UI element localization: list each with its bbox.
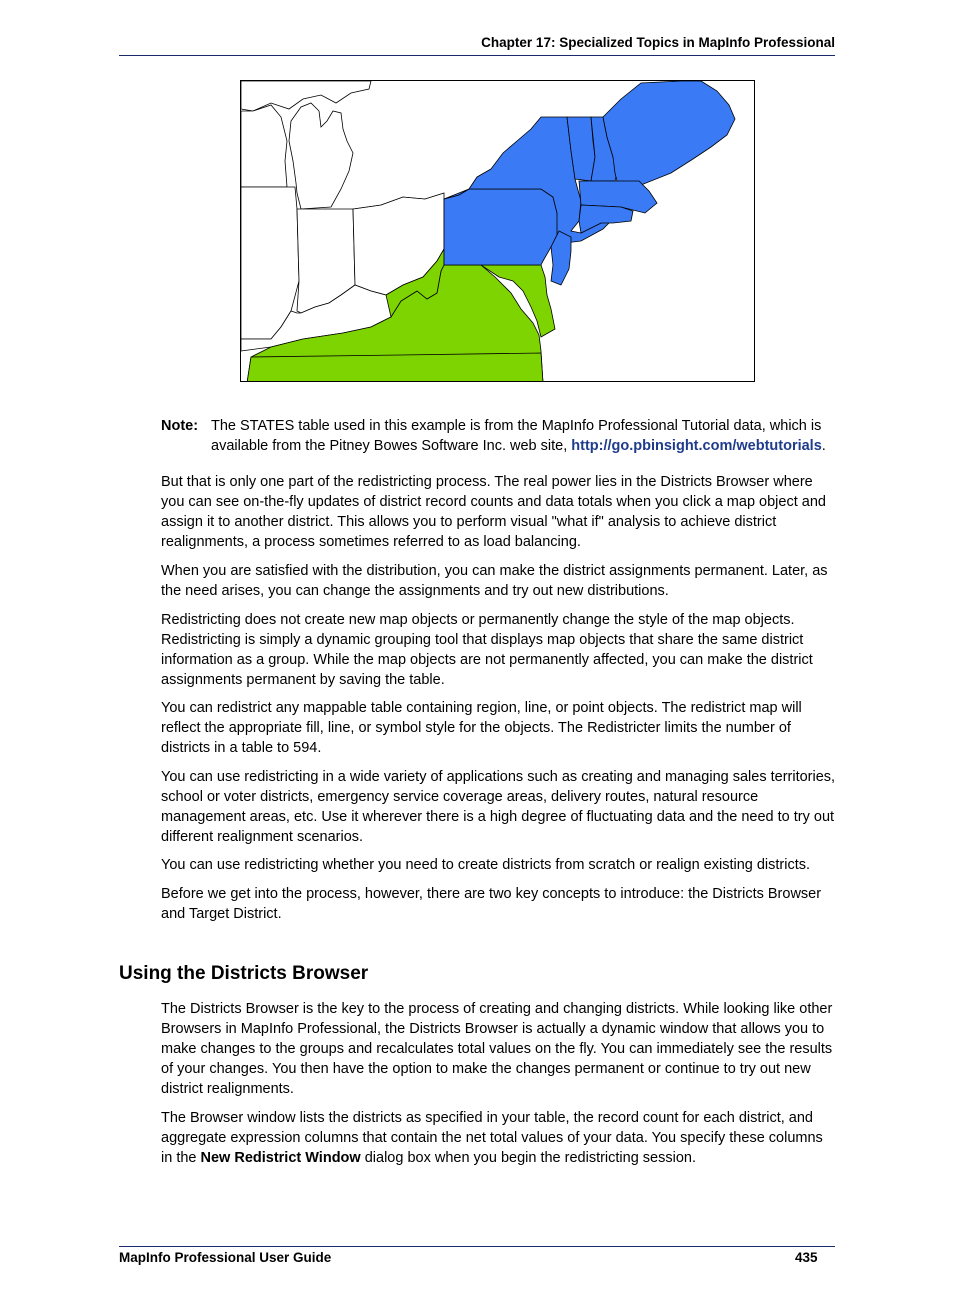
maine — [603, 81, 735, 185]
district-blue — [444, 81, 735, 285]
section-p2-end: dialog box when you begin the redistricting session. — [360, 1150, 696, 1166]
chapter-title: Chapter 17: Specialized Topics in MapInfo Professional — [481, 35, 835, 50]
new-redistrict-window-term: New Redistrict Window — [200, 1150, 361, 1166]
paragraph-3: Redistricting does not create new map objects or permanently change the style of the map objects. Redistricting is simply a dynamic grouping tool that displays map objects that share the same district information as a group. While the map objects are not permanently affected, you can make the district assignments permanent by saving the table. — [161, 612, 813, 688]
section-heading: Using the Districts Browser — [119, 963, 369, 984]
paragraph-5: You can use redistricting in a wide variety of applications such as creating and managing sales territories, school or voter districts, emergency service coverage areas, delivery routes, natural resource management areas, etc. Use it wherever there is a high degree of fluctuating data and the need to try out different realignment scenarios. — [161, 769, 836, 845]
footer-rule — [119, 1246, 835, 1247]
section-paragraph-2 — [161, 1108, 837, 1168]
paragraph-4: You can redistrict any mappable table containing region, line, or point objects. The redistrict map will reflect the appropriate fill, line, or symbol style for the objects. The Redistricter limits the number of districts in a table to 594. — [161, 700, 802, 756]
paragraph-1: But that is only one part of the redistricting process. The real power lies in the Districts Browser where you can see on-the-fly updates of district record counts and data totals when you click a map object and assign it to another district. This allows you to perform visual "what if" analysis to achieve district realignments, a process sometimes referred to as load balancing. — [161, 474, 826, 550]
connecticut-ri — [579, 205, 633, 233]
note-body: The STATES table used in this example is from the MapInfo Professional Tutorial data, which is available from the Pitney Bowes Software Inc. web site, — [211, 418, 822, 454]
tutorial-link[interactable]: http://go.pbinsight.com/webtutorials — [571, 438, 822, 454]
north-carolina-strip — [247, 353, 543, 382]
paragraph-2: When you are satisfied with the distribution, you can make the district assignments permanent. Later, as the need arises, you can change the assignments and try out new distributions. — [161, 563, 828, 599]
section-p2-start: The Browser window lists the districts as specified in your table, the record count for each district, and aggregate expression columns that contain the net total values of your data. You specify these columns in the — [161, 1110, 823, 1166]
note-text — [211, 416, 841, 456]
section-paragraph-1: The Districts Browser is the key to the process of creating and changing districts. While looking like other Browsers in MapInfo Professional, the Districts Browser is actually a dynamic window that allows you to make changes to the groups and recalculates total values on the fly. You can immediately see the results of your changes. You then have the option to make the changes permanent or continue to try out new district realignments. — [161, 1001, 833, 1097]
redistricting-map — [240, 80, 755, 382]
header-rule — [119, 55, 835, 56]
note-label: Note: — [161, 418, 199, 434]
paragraph-6: You can use redistricting whether you need to create districts from scratch or realign existing districts. — [161, 857, 811, 873]
paragraph-7: Before we get into the process, however, there are two key concepts to introduce: the Districts Browser and Target District. — [161, 886, 822, 922]
note-end: . — [821, 438, 826, 454]
page-number: 435 — [795, 1250, 818, 1265]
wisconsin — [241, 105, 287, 187]
michigan-lower — [289, 103, 353, 209]
guide-title: MapInfo Professional User Guide — [119, 1250, 332, 1265]
pennsylvania — [444, 189, 559, 265]
